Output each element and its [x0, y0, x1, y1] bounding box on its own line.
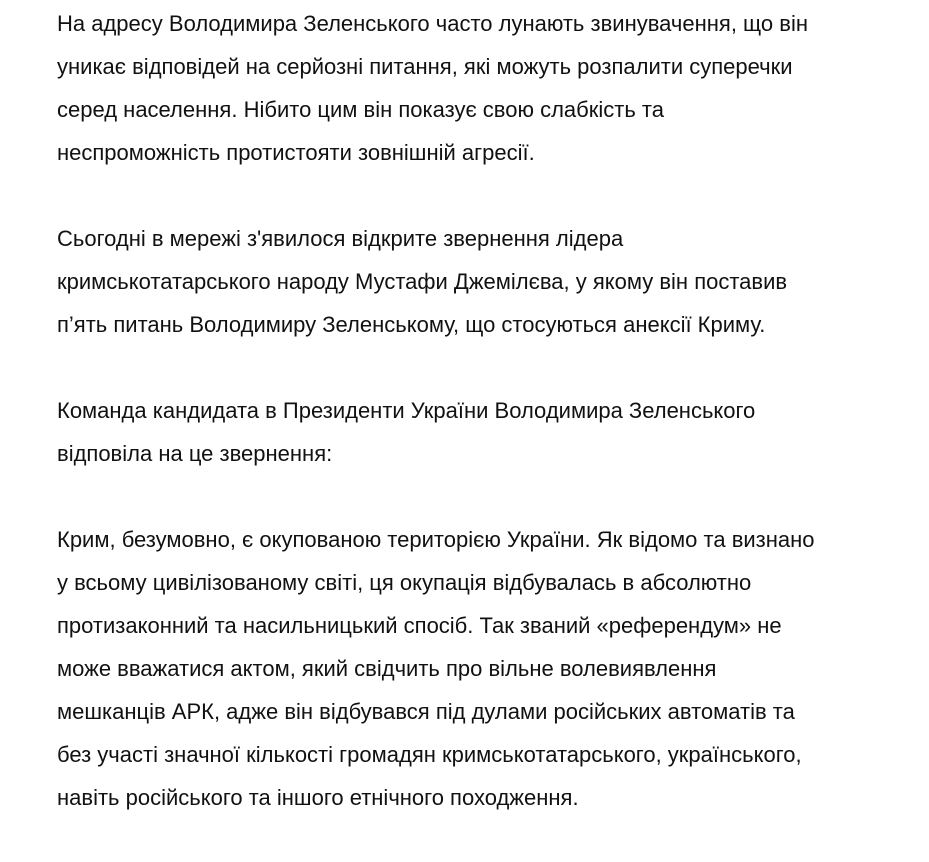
- text-line: може вважатися актом, який свідчить про вільне волевиявлення: [57, 656, 717, 681]
- text-line: навіть російського та іншого етнічного походження.: [57, 785, 579, 810]
- text-line: уникає відповідей на серйозні питання, які можуть розпалити суперечки: [57, 54, 793, 79]
- text-line: кримськотатарського народу Мустафи Джемілєва, у якому він поставив: [57, 269, 788, 294]
- text-line: неспроможність протистояти зовнішній агресії.: [57, 140, 535, 165]
- text-line: протизаконний та насильницький спосіб. Так званий «референдум» не: [57, 613, 782, 638]
- paragraph-open-letter: [57, 217, 917, 346]
- text-line: мешканців АРК, адже він відбувався під дулами російських автоматів та: [57, 699, 795, 724]
- text-line: без участі значної кількості громадян кримськотатарського, українського,: [57, 742, 802, 767]
- text-line: серед населення. Нібито цим він показує свою слабкість та: [57, 97, 664, 122]
- text-line: Сьогодні в мережі з'явилося відкрите звернення лідера: [57, 226, 624, 251]
- text-line: відповіла на це звернення:: [57, 441, 333, 466]
- text-line: Крим, безумовно, є окупованою територією України. Як відомо та визнано: [57, 527, 815, 552]
- paragraph-accusations: [57, 2, 917, 174]
- paragraph-team-response: [57, 389, 917, 475]
- text-line: п’ять питань Володимиру Зеленському, що стосуються анексії Криму.: [57, 312, 766, 337]
- text-line: у всьому цивілізованому світі, ця окупація відбувалась в абсолютно: [57, 570, 752, 595]
- article-body: [57, 0, 917, 862]
- paragraph-crimea-statement: [57, 518, 917, 819]
- text-line: На адресу Володимира Зеленського часто лунають звинувачення, що він: [57, 11, 808, 36]
- text-line: Команда кандидата в Президенти України Володимира Зеленського: [57, 398, 756, 423]
